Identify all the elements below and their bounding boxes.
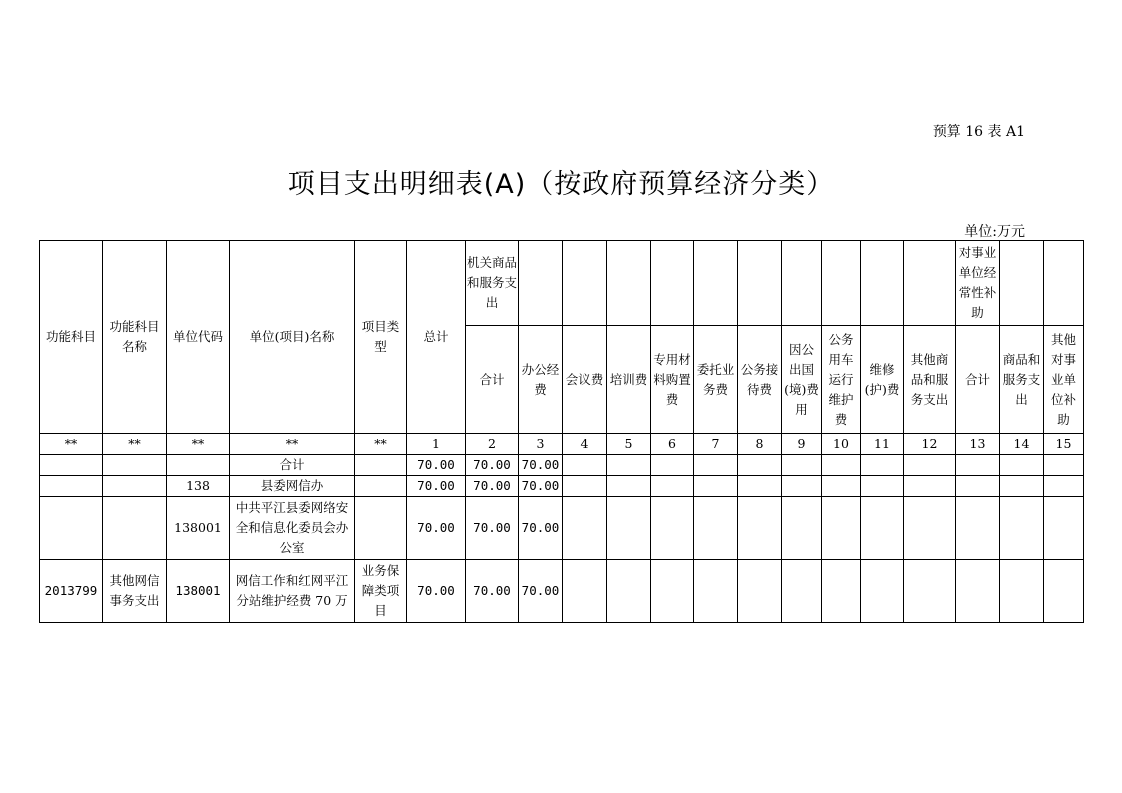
empty-cell	[956, 455, 1000, 476]
cell-func-code	[40, 455, 103, 476]
cell-total: 70.00	[407, 560, 466, 623]
empty-cell	[607, 497, 651, 560]
empty-cell	[782, 455, 822, 476]
index-cell: 12	[904, 434, 956, 455]
index-cell: 13	[956, 434, 1000, 455]
index-cell: 3	[519, 434, 563, 455]
index-cell: 6	[651, 434, 694, 455]
cell-a-total: 70.00	[466, 455, 519, 476]
header-blank-cell	[822, 241, 861, 326]
empty-cell	[1000, 497, 1044, 560]
empty-cell	[738, 497, 782, 560]
header-unit-name: 单位(项目)名称	[230, 241, 355, 434]
empty-cell	[607, 455, 651, 476]
header-unit-code: 单位代码	[167, 241, 230, 434]
empty-cell	[956, 476, 1000, 497]
header-blank-cell	[861, 241, 904, 326]
index-cell: 10	[822, 434, 861, 455]
cell-unit-name: 中共平江县委网络安全和信息化委员会办公室	[230, 497, 355, 560]
empty-cell	[651, 455, 694, 476]
empty-cell	[563, 476, 607, 497]
index-cell: **	[40, 434, 103, 455]
empty-cell	[782, 497, 822, 560]
empty-cell	[904, 497, 956, 560]
table-row	[40, 476, 1084, 497]
cell-unit-code: 138	[167, 476, 230, 497]
cell-office: 70.00	[519, 560, 563, 623]
empty-cell	[956, 560, 1000, 623]
cell-func-name	[103, 455, 167, 476]
empty-cell	[822, 560, 861, 623]
empty-cell	[563, 497, 607, 560]
cell-office: 70.00	[519, 455, 563, 476]
header-blank-cell	[782, 241, 822, 326]
empty-cell	[738, 455, 782, 476]
header-commission: 委托业务费	[694, 326, 738, 434]
header-b-total: 合计	[956, 326, 1000, 434]
empty-cell	[782, 560, 822, 623]
unit-label: 单位:万元	[964, 224, 1025, 240]
header-office: 办公经费	[519, 326, 563, 434]
index-cell: 15	[1044, 434, 1084, 455]
index-cell: 2	[466, 434, 519, 455]
empty-cell	[738, 560, 782, 623]
cell-unit-code: 138001	[167, 560, 230, 623]
header-project-type: 项目类型	[355, 241, 407, 434]
cell-func-name	[103, 497, 167, 560]
empty-cell	[651, 476, 694, 497]
cell-unit-name: 县委网信办	[230, 476, 355, 497]
header-blank-cell	[1000, 241, 1044, 326]
cell-total: 70.00	[407, 476, 466, 497]
index-cell: 5	[607, 434, 651, 455]
header-blank-cell	[651, 241, 694, 326]
header-reception: 公务接待费	[738, 326, 782, 434]
header-group-institution-subsidy: 对事业单位经常性补助	[956, 241, 1000, 326]
header-vehicle: 公务用车运行维护费	[822, 326, 861, 434]
empty-cell	[607, 560, 651, 623]
empty-cell	[956, 497, 1000, 560]
cell-a-total: 70.00	[466, 476, 519, 497]
empty-cell	[651, 560, 694, 623]
empty-cell	[694, 560, 738, 623]
empty-cell	[1044, 560, 1084, 623]
empty-cell	[822, 476, 861, 497]
cell-unit-code	[167, 455, 230, 476]
index-cell: 11	[861, 434, 904, 455]
empty-cell	[861, 476, 904, 497]
empty-cell	[1000, 455, 1044, 476]
cell-office: 70.00	[519, 476, 563, 497]
header-abroad: 因公出国(境)费用	[782, 326, 822, 434]
cell-a-total: 70.00	[466, 560, 519, 623]
empty-cell	[861, 560, 904, 623]
header-training: 培训费	[607, 326, 651, 434]
page-title: 项目支出明细表(A)（按政府预算经济分类）	[287, 169, 835, 200]
cell-a-total: 70.00	[466, 497, 519, 560]
index-cell: 14	[1000, 434, 1044, 455]
empty-cell	[694, 455, 738, 476]
empty-cell	[563, 455, 607, 476]
empty-cell	[694, 497, 738, 560]
empty-cell	[1000, 476, 1044, 497]
header-materials: 专用材料购置费	[651, 326, 694, 434]
header-group-government-goods: 机关商品和服务支出	[466, 241, 519, 326]
empty-cell	[651, 497, 694, 560]
header-b-goods: 商品和服务支出	[1000, 326, 1044, 434]
empty-cell	[822, 497, 861, 560]
cell-func-name	[103, 476, 167, 497]
index-cell: **	[230, 434, 355, 455]
cell-project-type	[355, 476, 407, 497]
cell-office: 70.00	[519, 497, 563, 560]
empty-cell	[782, 476, 822, 497]
header-blank-cell	[519, 241, 563, 326]
empty-cell	[1000, 560, 1044, 623]
empty-cell	[1044, 455, 1084, 476]
header-meeting: 会议费	[563, 326, 607, 434]
header-a-total: 合计	[466, 326, 519, 434]
header-blank-cell	[904, 241, 956, 326]
empty-cell	[1044, 476, 1084, 497]
index-cell: 4	[563, 434, 607, 455]
header-b-other: 其他对事业单位补助	[1044, 326, 1084, 434]
header-repair: 维修(护)费	[861, 326, 904, 434]
header-blank-cell	[607, 241, 651, 326]
index-cell: **	[167, 434, 230, 455]
expenditure-table	[39, 240, 1084, 623]
cell-project-type	[355, 497, 407, 560]
cell-func-code	[40, 497, 103, 560]
header-row-1	[40, 241, 1084, 326]
header-other-goods: 其他商品和服务支出	[904, 326, 956, 434]
index-cell: 9	[782, 434, 822, 455]
header-blank-cell	[563, 241, 607, 326]
empty-cell	[861, 455, 904, 476]
cell-total: 70.00	[407, 455, 466, 476]
form-code: 预算 16 表 A1	[932, 124, 1025, 140]
header-blank-cell	[694, 241, 738, 326]
cell-unit-name: 合计	[230, 455, 355, 476]
cell-func-code: 2013799	[40, 560, 103, 623]
empty-cell	[1044, 497, 1084, 560]
header-total: 总计	[407, 241, 466, 434]
empty-cell	[904, 560, 956, 623]
table-row	[40, 455, 1084, 476]
cell-project-type	[355, 455, 407, 476]
index-cell: **	[355, 434, 407, 455]
index-row	[40, 434, 1084, 455]
header-blank-cell	[1044, 241, 1084, 326]
cell-unit-name: 网信工作和红网平江分站维护经费 70 万	[230, 560, 355, 623]
header-func-code: 功能科目	[40, 241, 103, 434]
cell-project-type: 业务保障类项目	[355, 560, 407, 623]
cell-func-code	[40, 476, 103, 497]
header-func-name: 功能科目名称	[103, 241, 167, 434]
index-cell: 1	[407, 434, 466, 455]
table-row	[40, 560, 1084, 623]
table-row	[40, 497, 1084, 560]
empty-cell	[738, 476, 782, 497]
empty-cell	[904, 455, 956, 476]
empty-cell	[607, 476, 651, 497]
empty-cell	[904, 476, 956, 497]
cell-total: 70.00	[407, 497, 466, 560]
cell-func-name: 其他网信事务支出	[103, 560, 167, 623]
index-cell: 8	[738, 434, 782, 455]
header-blank-cell	[738, 241, 782, 326]
empty-cell	[822, 455, 861, 476]
index-cell: 7	[694, 434, 738, 455]
empty-cell	[861, 497, 904, 560]
cell-unit-code: 138001	[167, 497, 230, 560]
empty-cell	[563, 560, 607, 623]
empty-cell	[694, 476, 738, 497]
index-cell: **	[103, 434, 167, 455]
